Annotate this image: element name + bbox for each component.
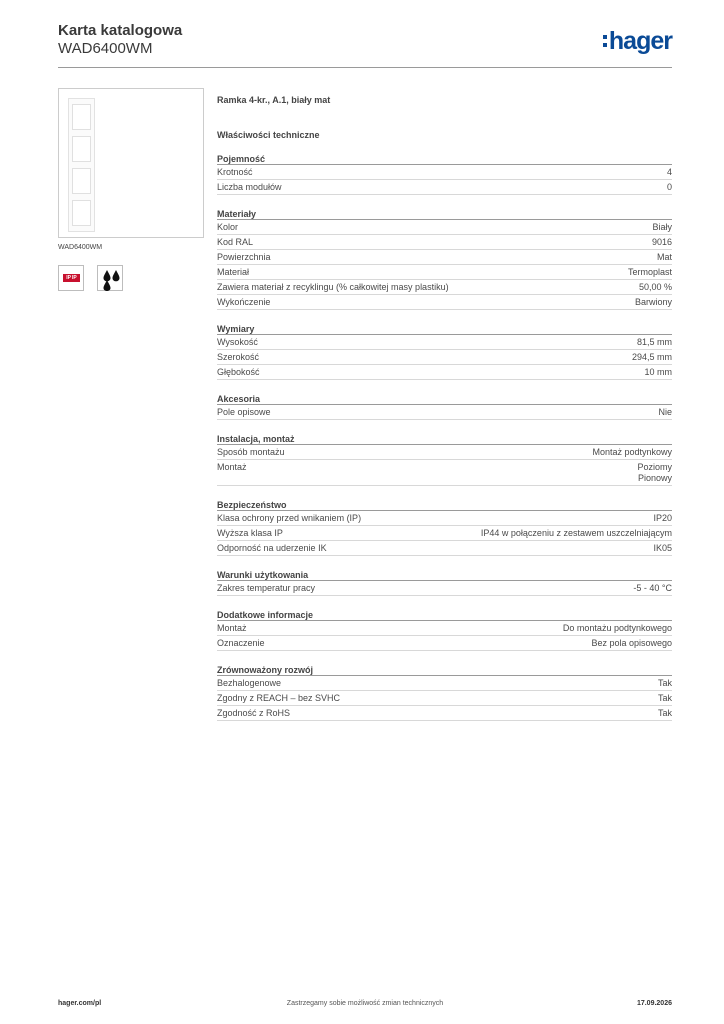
- spec-value: Do montażu podtynkowego: [562, 623, 672, 633]
- spec-row: [217, 265, 672, 280]
- spec-value: 9016: [651, 237, 672, 247]
- spec-label: Powierzchnia: [217, 252, 271, 262]
- frame-slot: [72, 200, 91, 226]
- product-code: WAD6400WM: [58, 40, 153, 57]
- logo-text: hager: [608, 27, 672, 55]
- spec-row: [217, 541, 672, 556]
- spec-value: Biały: [652, 222, 672, 232]
- spec-value: Nie: [658, 407, 672, 417]
- spec-label: Odporność na uderzenie IK: [217, 543, 327, 553]
- spec-value: Montaż podtynkowy: [592, 447, 672, 457]
- spec-row: [217, 621, 672, 636]
- spec-sections: [217, 153, 672, 721]
- spec-value: Tak: [657, 678, 672, 688]
- spec-row: [217, 250, 672, 265]
- footer-website: hager.com/pl: [58, 1000, 102, 1007]
- spec-value: 10 mm: [644, 367, 672, 377]
- spec-row: [217, 365, 672, 380]
- spec-label: Wykończenie: [217, 297, 271, 307]
- spec-value: Poziomy Pionowy: [637, 462, 672, 483]
- section-title: Warunki użytkowania: [217, 569, 672, 581]
- spec-row: [217, 295, 672, 310]
- spec-row: [217, 706, 672, 721]
- spec-row: [217, 165, 672, 180]
- product-image: [58, 88, 204, 238]
- spec-value: 4: [666, 167, 672, 177]
- frame-illustration: [68, 98, 95, 232]
- section-title: Materiały: [217, 208, 672, 220]
- section-title: Dodatkowe informacje: [217, 609, 672, 621]
- section-title: Zrównoważony rozwój: [217, 664, 672, 676]
- spec-label: Zgodny z REACH – bez SVHC: [217, 693, 341, 703]
- spec-label: Kolor: [217, 222, 239, 232]
- section-title: Akcesoria: [217, 393, 672, 405]
- spec-value: 294,5 mm: [631, 352, 672, 362]
- spec-value: IK05: [653, 543, 672, 553]
- spec-value: IP44 w połączeniu z zestawem uszczelniającym: [480, 528, 672, 538]
- page-footer: [58, 998, 672, 1010]
- spec-label: Kod RAL: [217, 237, 254, 247]
- spec-value: Bez pola opisowego: [591, 638, 672, 648]
- spec-label: Zawiera materiał z recyklingu (% całkowitej masy plastiku): [217, 282, 449, 292]
- spec-label: Liczba modułów: [217, 182, 282, 192]
- spec-label: Klasa ochrony przed wnikaniem (IP): [217, 513, 362, 523]
- spec-row: [217, 581, 672, 596]
- spec-value: Tak: [657, 708, 672, 718]
- spec-row: [217, 220, 672, 235]
- spec-label: Wyższa klasa IP: [217, 528, 283, 538]
- footer-date: 17.09.2026: [636, 1000, 672, 1007]
- spec-row: [217, 511, 672, 526]
- logo-colon-icon: [603, 33, 607, 49]
- spec-row: [217, 460, 672, 486]
- hager-logo: [603, 26, 672, 56]
- spec-value: Tak: [657, 693, 672, 703]
- image-caption: WAD6400WM: [58, 244, 103, 251]
- spec-label: Zakres temperatur pracy: [217, 583, 316, 593]
- spec-label: Pole opisowe: [217, 407, 271, 417]
- spec-value: -5 - 40 °C: [633, 583, 672, 593]
- spec-label: Szerokość: [217, 352, 260, 362]
- spec-row: [217, 235, 672, 250]
- spec-row: [217, 335, 672, 350]
- spec-row: [217, 676, 672, 691]
- spec-value: Barwiony: [634, 297, 672, 307]
- frame-slot: [72, 136, 91, 162]
- spec-label: Oznaczenie: [217, 638, 265, 648]
- spec-row: [217, 691, 672, 706]
- spec-label: Sposób montażu: [217, 447, 285, 457]
- spec-row: [217, 526, 672, 541]
- spec-row: [217, 280, 672, 295]
- spec-value: 50,00 %: [638, 282, 672, 292]
- spec-row: [217, 445, 672, 460]
- section-title: Pojemność: [217, 153, 672, 165]
- document-title: Karta katalogowa: [58, 22, 183, 39]
- spec-label: Montaż: [217, 462, 247, 472]
- water-drops-icon: [97, 265, 123, 291]
- specifications: [217, 94, 672, 721]
- spec-value: Termoplast: [627, 267, 672, 277]
- section-title: Bezpieczeństwo: [217, 499, 672, 511]
- product-name: Ramka 4-kr., A.1, biały mat: [217, 95, 331, 105]
- ip-label: IP: [66, 275, 71, 281]
- spec-value: Mat: [656, 252, 672, 262]
- frame-slot: [72, 168, 91, 194]
- spec-label: Głębokość: [217, 367, 260, 377]
- page-header: [58, 22, 672, 68]
- spec-label: Montaż: [217, 623, 247, 633]
- section-title: Wymiary: [217, 323, 672, 335]
- ip-rating-icon: [58, 265, 84, 291]
- spec-row: [217, 350, 672, 365]
- spec-row: [217, 180, 672, 195]
- spec-value: IP20: [653, 513, 672, 523]
- spec-label: Bezhalogenowe: [217, 678, 282, 688]
- spec-row: [217, 405, 672, 420]
- spec-label: Materiał: [217, 267, 250, 277]
- spec-value: 0: [666, 182, 672, 192]
- frame-slot: [72, 104, 91, 130]
- spec-label: Wysokość: [217, 337, 258, 347]
- spec-row: [217, 636, 672, 651]
- spec-label: Zgodność z RoHS: [217, 708, 291, 718]
- ip-label: IP: [72, 275, 77, 281]
- specs-heading: Właściwości techniczne: [217, 130, 320, 140]
- section-title: Instalacja, montaż: [217, 433, 672, 445]
- spec-label: Krotność: [217, 167, 253, 177]
- footer-disclaimer: Zastrzegamy sobie możliwość zmian technicznych: [286, 1000, 444, 1007]
- spec-value: 81,5 mm: [636, 337, 672, 347]
